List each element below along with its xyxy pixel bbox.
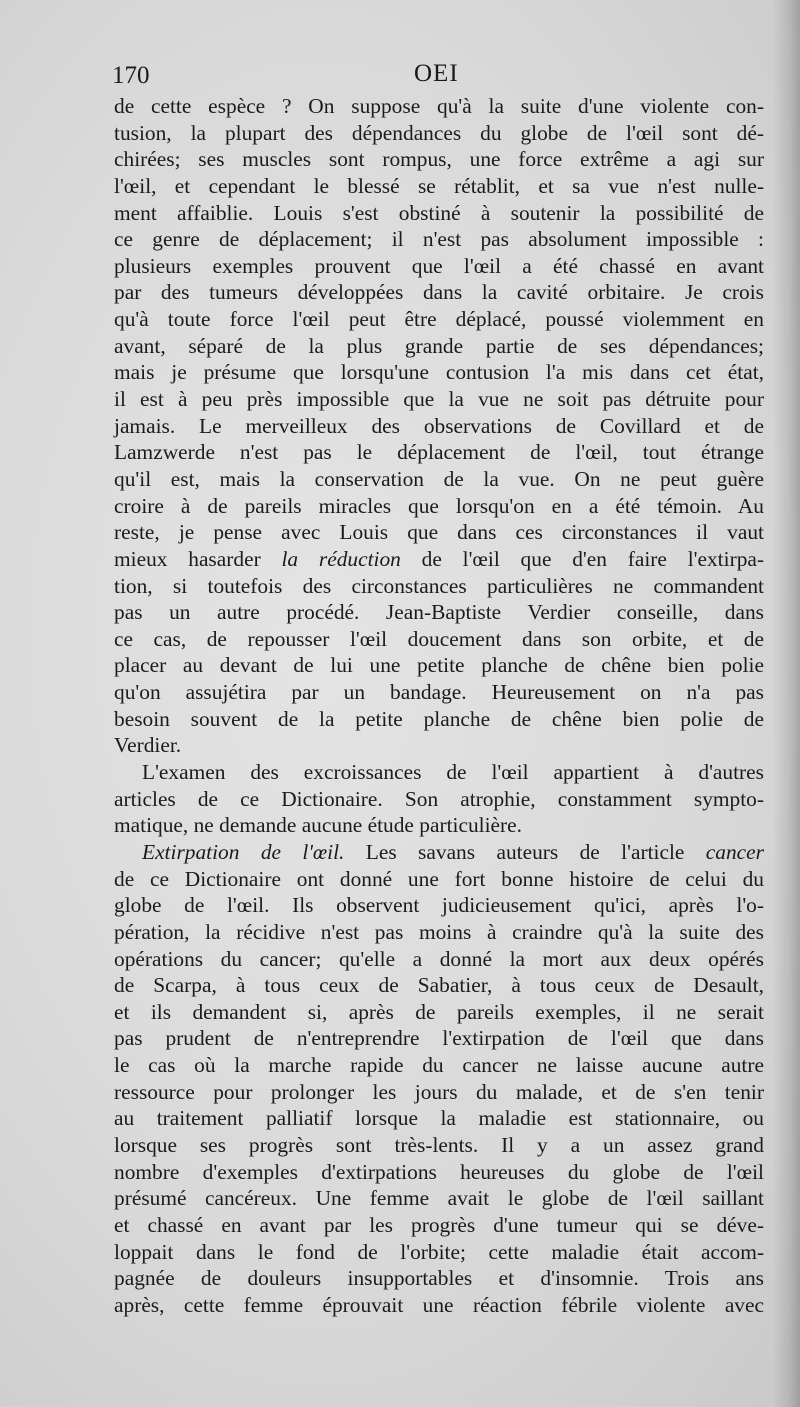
paragraph-end-line: Verdier. [114, 733, 182, 758]
section-heading-line [114, 839, 764, 866]
text-line: il est à peu près impossible que la vue ne soit pas détruite pour [114, 387, 764, 412]
text-line: mais je présume que lorsqu'une contusion l'a mis dans cet état, [114, 360, 764, 385]
text-line: loppait dans le fond de l'orbite; cette maladie était accom- [114, 1239, 764, 1264]
text-line: par des tumeurs développées dans la cavité orbitaire. Je crois [114, 280, 764, 305]
text-line: croire à de pareils miracles que lorsqu'on en a été témoin. Au [114, 493, 764, 518]
text-line: Lamzwerde n'est pas le déplacement de l'œil, tout étrange [114, 440, 764, 465]
text-line: ment affaiblie. Louis s'est obstiné à soutenir la possibilité de [114, 200, 764, 225]
text-run: mieux hasarder [114, 546, 282, 571]
text-line: ce genre de déplacement; il n'est pas absolument impossible : [114, 227, 764, 252]
paragraph-end-line: matique, ne demande aucune étude particulière. [114, 813, 523, 838]
italic-term: cancer [705, 839, 764, 864]
text-line: de Scarpa, à tous ceux de Sabatier, à tous ceux de Desault, [114, 973, 764, 998]
text-line: de cette espèce ? On suppose qu'à la suite d'une violente con- [114, 94, 764, 118]
text-line: ressource pour prolonger les jours du malade, et de s'en tenir [114, 1079, 764, 1104]
text-line: tion, si toutefois des circonstances particulières ne commandent [114, 573, 764, 598]
text-line: placer au devant de lui une petite planche de chêne bien polie [114, 653, 764, 678]
text-line: après, cette femme éprouvait une réaction fébrile violente avec [114, 1292, 764, 1317]
text-line: globe de l'œil. Ils observent judicieusement qu'ici, après l'o- [114, 893, 764, 918]
text-line: opérations du cancer; qu'elle a donné la mort aux deux opérés [114, 946, 764, 971]
text-line: qu'il est, mais la conservation de la vue. On ne peut guère [114, 466, 764, 491]
italic-term: la réduction [281, 546, 401, 571]
text-line: de ce Dictionaire ont donné une fort bonne histoire de celui du [114, 866, 764, 891]
text-line: le cas où la marche rapide du cancer ne laisse aucune autre [114, 1053, 764, 1078]
text-line: au traitement palliatif lorsque la maladie est stationnaire, ou [114, 1106, 764, 1131]
running-head: OEI [414, 60, 459, 87]
body-text [114, 93, 764, 1318]
italic-heading: Extirpation de l'œil. [142, 839, 345, 864]
text-line: jamais. Le merveilleux des observations de Covillard et de [114, 413, 764, 438]
text-line: chirées; ses muscles sont rompus, une force extrême a agi sur [114, 147, 764, 172]
page-header [112, 60, 764, 96]
text-line: lorsque ses progrès sont très-lents. Il y a un assez grand [114, 1132, 764, 1157]
text-line: l'œil, et cependant le blessé se rétablit, et sa vue n'est nulle- [114, 173, 764, 198]
text-line: et ils demandent si, après de pareils exemples, il ne serait [114, 999, 764, 1024]
text-line: nombre d'exemples d'extirpations heureuses du globe de l'œil [114, 1159, 764, 1184]
text-line: avant, séparé de la plus grande partie de ses dépendances; [114, 333, 764, 358]
text-line-with-italic [114, 546, 764, 573]
text-line: pération, la récidive n'est pas moins à craindre qu'à la suite des [114, 919, 764, 944]
text-line: qu'on assujétira par un bandage. Heureusement on n'a pas [114, 680, 764, 705]
text-line: reste, je pense avec Louis que dans ces circonstances il vaut [114, 520, 764, 545]
text-line: pas prudent de n'entreprendre l'extirpation de l'œil que dans [114, 1026, 764, 1051]
text-line: pas un autre procédé. Jean-Baptiste Verdier conseille, dans [114, 600, 764, 625]
text-line: plusieurs exemples prouvent que l'œil a été chassé en avant [114, 253, 764, 278]
text-line: tusion, la plupart des dépendances du globe de l'œil sont dé- [114, 120, 764, 145]
paragraph-start-line: L'examen des excroissances de l'œil appartient à d'autres [142, 760, 764, 785]
text-line: articles de ce Dictionaire. Son atrophie, constamment sympto- [114, 786, 764, 811]
text-line: présumé cancéreux. Une femme avait le globe de l'œil saillant [114, 1186, 764, 1211]
text-run: de l'œil que d'en faire l'extirpa- [400, 546, 765, 571]
text-line: ce cas, de repousser l'œil doucement dans son orbite, et de [114, 626, 764, 651]
spine-shadow [772, 0, 800, 1407]
text-line: pagnée de douleurs insupportables et d'insomnie. Trois ans [114, 1266, 764, 1291]
text-line: qu'à toute force l'œil peut être déplacé, poussé violemment en [114, 307, 764, 332]
page-number: 170 [112, 62, 150, 89]
text-line: besoin souvent de la petite planche de chêne bien polie de [114, 706, 764, 731]
text-run: Les savans auteurs de l'article [344, 839, 706, 864]
text-line: et chassé en avant par les progrès d'une tumeur qui se déve- [114, 1212, 764, 1237]
